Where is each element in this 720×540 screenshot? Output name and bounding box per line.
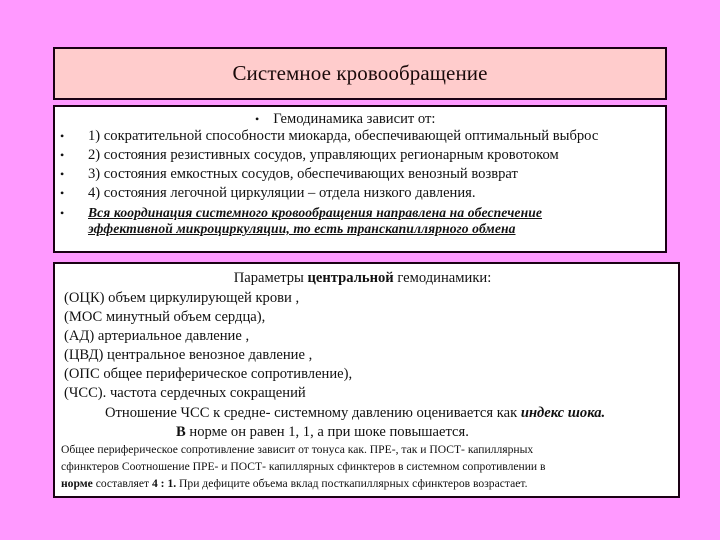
- bullet-icon: •: [60, 186, 65, 200]
- param-item: (ЧСС). частота сердечных сокращений: [64, 385, 306, 401]
- note-line-1: Общее периферическое сопротивление зависит от тонуса как. ПРЕ-, так и ПОСТ- капиллярных: [61, 443, 534, 456]
- shock-index-line: [105, 405, 605, 421]
- coordination-line-2: эффективной микроциркуляции, то есть транскапиллярного обмена: [88, 221, 516, 236]
- list-item: 1) сократительной способности миокарда, обеспечивающей оптимальный выброс: [88, 128, 599, 144]
- note-line-2: сфинктеров Соотношение ПРЕ- и ПОСТ- капиллярных сфинктеров в системном сопротивлении в: [61, 460, 546, 473]
- bullet-icon: •: [60, 148, 65, 162]
- norm-prefix: В: [176, 424, 186, 440]
- bullet-icon: •: [255, 112, 260, 126]
- note-line-3: [61, 476, 528, 491]
- bullet-icon: •: [60, 129, 65, 143]
- heading-prefix: Параметры: [233, 270, 308, 286]
- list-item: 3) состояния емкостных сосудов, обеспечивающих венозный возврат: [88, 166, 518, 182]
- shock-index-term: индекс шока.: [520, 405, 606, 421]
- norm-text: норме он равен 1, 1, а при шоке повышается.: [185, 424, 469, 440]
- hemodynamics-heading: [255, 111, 435, 127]
- param-item: (ОПС общее периферическое сопротивление),: [64, 366, 353, 382]
- central-params-box: [53, 262, 680, 498]
- shock-index-text: Отношение ЧСС к средне- системному давлению оценивается как: [105, 405, 521, 421]
- note-mid: составляет: [92, 477, 152, 490]
- list-item: 2) состояния резистивных сосудов, управляющих регионарным кровотоком: [88, 147, 559, 163]
- coordination-line-1: Вся координация системного кровообращения направлена на обеспечение: [88, 205, 543, 220]
- bullet-icon: •: [60, 167, 65, 181]
- bullet-icon: •: [60, 206, 65, 220]
- param-item: (АД) артериальное давление ,: [64, 328, 250, 344]
- hemodynamics-heading-text: Гемодинамика зависит от:: [273, 111, 436, 127]
- list-item: 4) состояния легочной циркуляции – отдела низкого давления.: [88, 185, 476, 201]
- note-rest: При дефиците объема вклад посткапиллярных сфинктеров возрастает.: [176, 477, 528, 490]
- param-item: (ЦВД) центральное венозное давление ,: [64, 347, 313, 363]
- note-ratio: 4 : 1.: [151, 477, 177, 490]
- param-item: (МОС минутный объем сердца),: [64, 309, 266, 325]
- note-bold-norm: норме: [61, 477, 93, 490]
- norm-line: [176, 424, 469, 440]
- param-item: (ОЦК) объем циркулирующей крови ,: [64, 290, 300, 306]
- central-params-heading: [51, 270, 674, 286]
- hemodynamics-box: [53, 105, 667, 253]
- heading-suffix: гемодинамики:: [393, 270, 492, 286]
- slide-title: Системное кровообращение: [232, 61, 488, 85]
- heading-bold: центральной: [307, 270, 394, 286]
- title-box: [53, 47, 667, 100]
